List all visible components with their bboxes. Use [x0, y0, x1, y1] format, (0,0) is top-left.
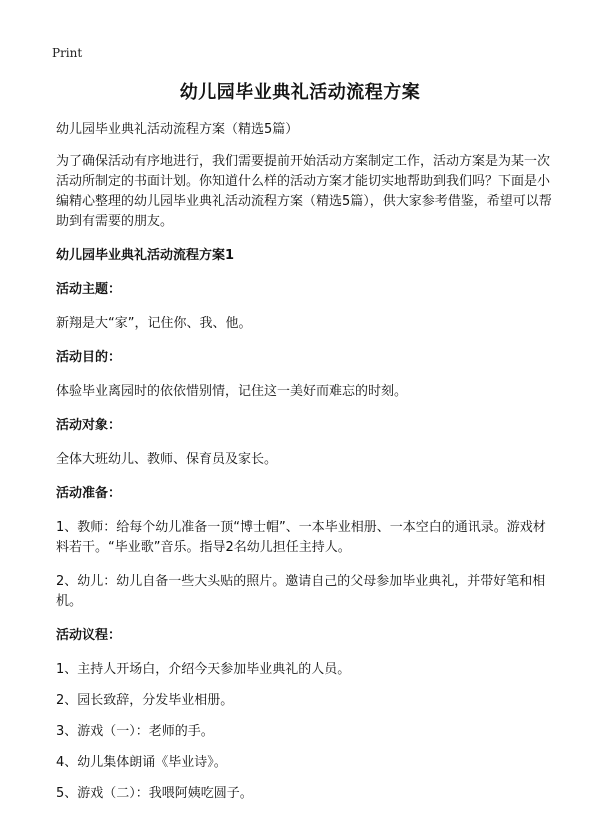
theme-text: 新翔是大“家”，记住你、我、他。: [56, 316, 252, 331]
print-label: Print: [52, 46, 83, 60]
agenda-item: 3、游戏（一）：老师的手。: [56, 724, 214, 739]
prep-heading: 活动准备：: [56, 486, 122, 501]
prep-item: 2、幼儿：幼儿自备一些大头贴的照片。邀请自己的父母参加毕业典礼，并带好笔和相机。: [56, 574, 546, 609]
agenda-item: 4、幼儿集体朗诵《毕业诗》。: [56, 755, 227, 770]
agenda-item: 1、主持人开场白，介绍今天参加毕业典礼的人员。: [56, 662, 351, 677]
agenda-item: 5、游戏（二）：我喂阿姨吃圆子。: [56, 786, 253, 801]
agenda-item: 2、园长致辞，分发毕业相册。: [56, 693, 234, 708]
document-title: 幼儿园毕业典礼活动流程方案: [179, 82, 421, 103]
document-content: [56, 120, 556, 815]
intro-paragraph: 为了确保活动有序地进行，我们需要提前开始活动方案制定工作，活动方案是为某一次活动所制定的书面计划。你知道什么样的活动方案才能切实地帮助到我们吗？下面是小编精心整理的幼儿园毕业典礼活动流程方案（精选5篇），供大家参考借鉴，希望可以帮助到有需要的朋友。: [56, 154, 552, 229]
document-subtitle: 幼儿园毕业典礼活动流程方案（精选5篇）: [56, 122, 299, 137]
theme-heading: 活动主题：: [56, 282, 122, 297]
audience-text: 全体大班幼儿、教师、保育员及家长。: [56, 452, 278, 467]
goal-heading: 活动目的：: [56, 350, 122, 365]
agenda-heading: 活动议程：: [56, 628, 122, 643]
prep-item: 1、教师：给每个幼儿准备一顶“博士帽”、一本毕业相册、一本空白的通讯录。游戏材料若干。“毕业歌”音乐。指导2名幼儿担任主持人。: [56, 520, 546, 555]
section-title: 幼儿园毕业典礼活动流程方案1: [56, 248, 235, 263]
audience-heading: 活动对象：: [56, 418, 122, 433]
goal-text: 体验毕业离园时的依依惜别情，记住这一美好而难忘的时刻。: [56, 384, 408, 399]
